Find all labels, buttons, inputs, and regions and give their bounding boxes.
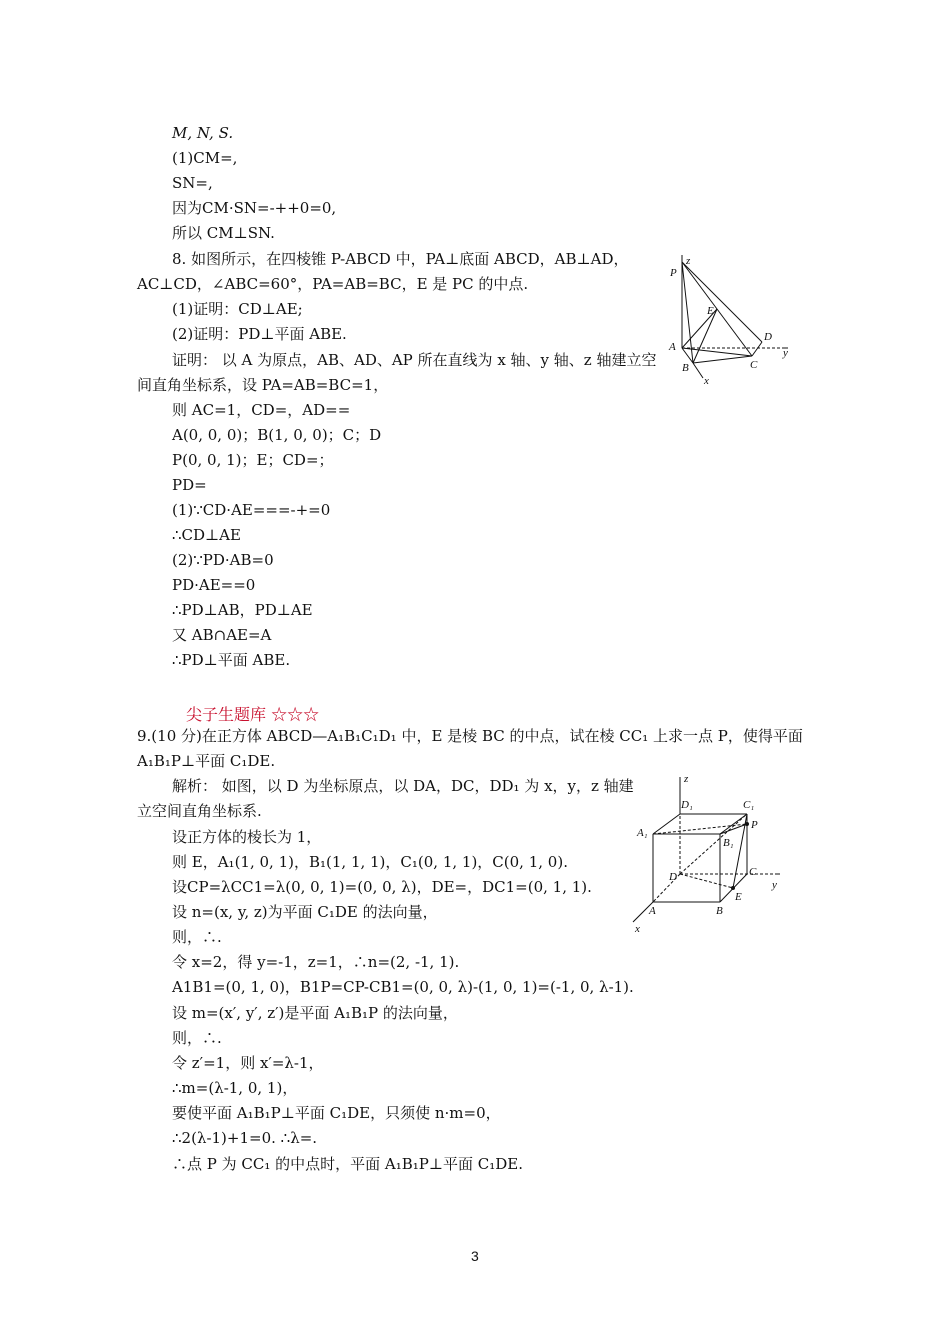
label-B: B [682, 362, 689, 374]
page-number: 3 [471, 1248, 479, 1264]
solution-line-13: ∴m=(λ-1, 0, 1)， [172, 1079, 298, 1097]
solution-line-16: ∴点 P 为 CC₁ 的中点时，平面 A₁B₁P⊥平面 C₁DE. [172, 1155, 523, 1173]
solution-line-11: 则，∴. [172, 1029, 222, 1047]
label-A: A [649, 905, 656, 917]
proof-line-9: (2)∵PD·AB=0 [172, 551, 274, 569]
solution-line-7: 则，∴. [172, 928, 222, 946]
label-x: x [704, 375, 709, 387]
proof-line-12: 又 AB∩AE=A [172, 626, 272, 644]
label-D: D [764, 331, 772, 343]
problem-9-line-2: A₁B₁P⊥平面 C₁DE. [137, 752, 276, 770]
text-line-1: M, N, S. [172, 124, 234, 142]
text-line-2: (1)CM=, [172, 149, 238, 167]
label-P: P [751, 819, 758, 831]
solution-line-9: A1B1=(0, 1, 0)，B1P=CP-CB1=(0, 0, λ)-(1, 0, 1)=(-1, 0, λ-1). [172, 978, 634, 996]
solution-line-1: 解析： 如图，以 D 为坐标原点，以 DA，DC，DD₁ 为 x，y，z 轴建 [172, 777, 634, 795]
proof-line-13: ∴PD⊥平面 ABE. [172, 651, 291, 669]
label-C1: C₁ [743, 799, 755, 811]
cube-figure [625, 772, 790, 934]
label-x: x [635, 923, 640, 934]
label-y: y [783, 347, 788, 359]
label-A: A [669, 341, 676, 353]
solution-line-4: 则 E，A₁(1, 0, 1)，B₁(1, 1, 1)，C₁(0, 1, 1)，C(0, 1, 0). [172, 853, 568, 871]
solution-line-8: 令 x=2，得 y=-1，z=1，∴n=(2, -1, 1). [172, 953, 460, 971]
solution-line-15: ∴2(λ-1)+1=0. ∴λ=. [172, 1129, 318, 1147]
section-title: 尖子生题库 ☆☆☆ [186, 705, 320, 724]
solution-line-5: 设CP=λCC1=λ(0, 0, 1)=(0, 0, λ)，DE=，DC1=(0, 1, 1). [172, 878, 592, 896]
solution-line-12: 令 z′=1，则 x′=λ-1， [172, 1054, 324, 1072]
problem-8-part-1: (1)证明：CD⊥AE; [172, 300, 303, 318]
label-P: P [670, 267, 677, 279]
text-line-3: SN=, [172, 174, 213, 192]
label-D: D [669, 871, 677, 883]
proof-line-11: ∴PD⊥AB，PD⊥AE [172, 601, 313, 619]
problem-8-line-1: 8. 如图所示，在四棱锥 P-ABCD 中，PA⊥底面 ABCD，AB⊥AD， [172, 250, 629, 268]
label-E: E [707, 305, 714, 317]
proof-line-4: A(0, 0, 0)；B(1, 0, 0)；C；D [172, 426, 382, 444]
proof-line-2: 间直角坐标系，设 PA=AB=BC=1， [137, 376, 389, 394]
solution-line-3: 设正方体的棱长为 1， [172, 828, 322, 846]
text-line-5: 所以 CM⊥SN. [172, 224, 275, 242]
proof-line-3: 则 AC=1，CD=，AD== [172, 401, 351, 419]
label-B: B [716, 905, 723, 917]
label-A1: A₁ [637, 827, 648, 839]
label-C: C [749, 866, 757, 878]
proof-line-1: 证明： 以 A 为原点，AB、AD、AP 所在直线为 x 轴、y 轴、z 轴建立空 [172, 351, 657, 369]
solution-line-10: 设 m=(x′, y′, z′)是平面 A₁B₁P 的法向量， [172, 1004, 458, 1022]
label-C: C [750, 359, 758, 371]
problem-8-part-2: (2)证明：PD⊥平面 ABE. [172, 325, 347, 343]
problem-8-line-2: AC⊥CD，∠ABC=60°，PA=AB=BC，E 是 PC 的中点. [137, 275, 529, 293]
problem-9-line-1: 9.(10 分)在正方体 ABCD—A₁B₁C₁D₁ 中，E 是棱 BC 的中点，试在棱 CC₁ 上求一点 P，使得平面 [137, 727, 803, 745]
proof-line-5: P(0, 0, 1)；E；CD=； [172, 451, 334, 469]
solution-line-2: 立空间直角坐标系. [137, 802, 262, 820]
label-z: z [684, 773, 689, 785]
label-B1: B₁ [723, 837, 734, 849]
label-y: y [772, 879, 777, 891]
pyramid-figure [665, 252, 795, 392]
label-D1: D₁ [681, 799, 693, 811]
label-z: z [686, 255, 691, 267]
label-E: E [735, 891, 742, 903]
text-line-4: 因为CM·SN=-++0=0, [172, 199, 337, 217]
solution-line-14: 要使平面 A₁B₁P⊥平面 C₁DE，只须使 n·m=0， [172, 1104, 501, 1122]
proof-line-6: PD= [172, 476, 207, 494]
proof-line-8: ∴CD⊥AE [172, 526, 241, 544]
solution-line-6: 设 n=(x, y, z)为平面 C₁DE 的法向量， [172, 903, 438, 921]
proof-line-7: (1)∵CD·AE===-+=0 [172, 501, 331, 519]
proof-line-10: PD·AE==0 [172, 576, 256, 594]
